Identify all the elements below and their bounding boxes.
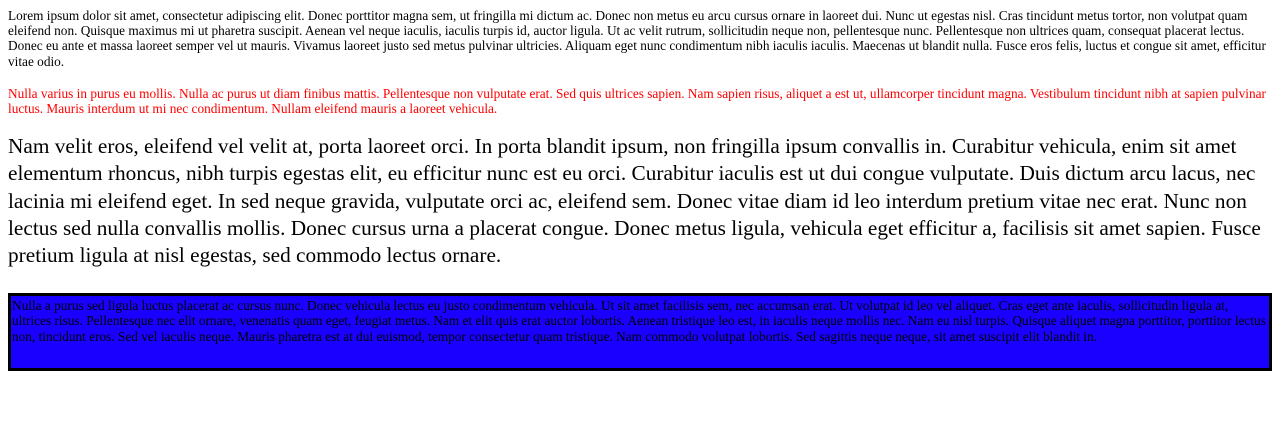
paragraph-red-text: Nulla varius in purus eu mollis. Nulla ac purus ut diam finibus mattis. Pellentesque non vulputate erat. Sed quis ultrices sapien. Nam sapien risus, aliquet a est ut, ullamcorper tincidunt magna. Vestibulum tincidunt nibh at sapien pulvinar luctus. Mauris interdum ut mi nec condimentum. Nullam eleifend mauris a laoreet vehicula. (8, 85, 1266, 117)
paragraph-blue-box: Nulla a purus sed ligula luctus placerat ac cursus nunc. Donec vehicula lectus eu justo condimentum vehicula. Ut sit amet facilisis sem, nec accumsan erat. Ut volutpat id leo vel aliquet. Cras eget ante iaculis, sollicitudin ligula at, ultrices risus. Pellentesque nec elit ornare, venenatis quam eget, feugiat metus. Nam et elit quis erat auctor lobortis. Aenean tristique leo est, in iaculis neque mollis nec. Nam eu nisl turpis. Quisque aliquet magna porttitor, porttitor lectus non, tincidunt eros. Sed vel iaculis neque. Mauris pharetra est at dui euismod, tempor consectetur quam tristique. Nam commodo volutpat lobortis. Sed sagittis neque neque, sit amet suscipit elit blandit in. (8, 293, 1272, 371)
paragraph-large-text: Nam velit eros, eleifend vel velit at, porta laoreet orci. In porta blandit ipsum, non fringilla ipsum convallis in. Curabitur vehicula, enim sit amet elementum rhoncus, nibh turpis egestas elit, eu efficitur nunc est eu orci. Curabitur iaculis est ut dui congue vulputate. Duis dictum arcu lacus, nec lacinia mi eleifend eget. In sed neque gravida, vulputate orci ac, eleifend sem. Donec vitae diam id leo interdum pretium vitae nec erat. Nunc non lectus sed nulla convallis mollis. Donec cursus urna a placerat congue. Donec metus ligula, vehicula eget efficitur a, facilisis sit amet sapien. Fusce pretium ligula at nisl egestas, sed commodo lectus ornare. (8, 134, 1261, 268)
paragraph-lorem-ipsum: Lorem ipsum dolor sit amet, consectetur adipiscing elit. Donec porttitor magna sem, ut fringilla mi dictum ac. Donec non metus eu arcu cursus ornare in laoreet dui. Nunc ut egestas nisl. Cras tincidunt metus tortor, non volutpat quam eleifend non. Quisque maximus mi ut pharetra suscipit. Aenean vel neque iaculis, iaculis turpis id, auctor ligula. Ut ac velit rutrum, sollicitudin neque non, pellentesque nunc. Pellentesque non ultrices quam, consequat placerat lectus. Donec eu ante et massa laoreet semper vel ut mauris. Vivamus laoreet justo sed metus pulvinar ultricies. Aliquam eget nunc condimentum nibh iaculis iaculis. Maecenas ut blandit nulla. Fusce eros felis, luctus et congue sit amet, efficitur vitae odio. (8, 8, 1266, 69)
